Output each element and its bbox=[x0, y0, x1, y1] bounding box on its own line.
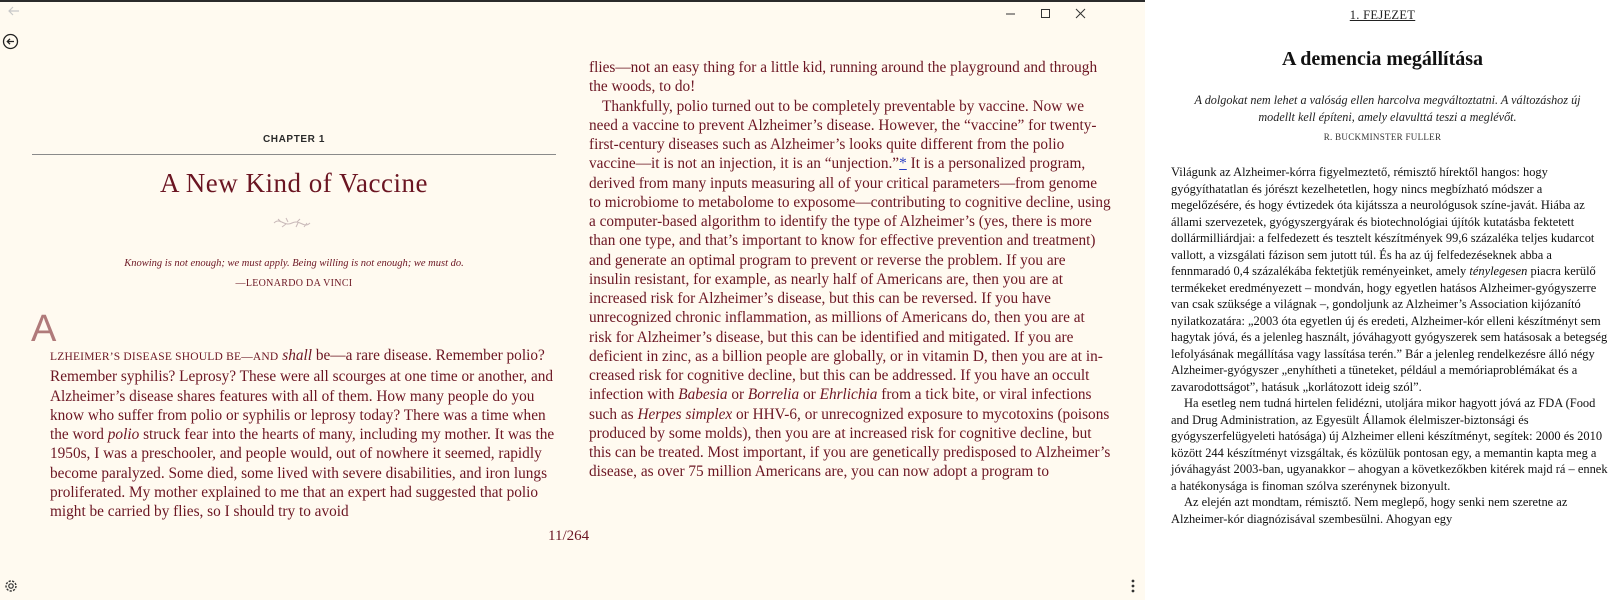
or-word-1: or bbox=[731, 386, 745, 404]
arrow-left-icon bbox=[8, 5, 20, 17]
page-indicator: 11/264 bbox=[548, 528, 590, 544]
more-options-button[interactable] bbox=[1130, 578, 1138, 596]
translation-p1a: Világunk az Alzheimer-kórra figyelmeztető, rémisztő hírektől hangos: hogy gyógyíthatatlan és jórészt kezelhetetlen, hogy nincs megbízható módszer a megelőzésére, és hogy évtizedek óta kijátssza a neurológusok színe-javát. Hiába az állami szervezetek, gyógyszergyárak és biotechnológiai újítók kutatásba fektetett dollármilliárdjai: a felfedezett és tesztelt készítmények 99,6 százaléka teljes kudarcot vallott, a vizsgálati fázison sem jutott túl. És ha az új felfedezéseknek abba a fennmaradó 0,4 százalékába fektetjük reményeinket, amely bbox=[1171, 165, 1595, 278]
drop-cap: A bbox=[31, 308, 57, 350]
chapter-title: A New Kind of Vaccine bbox=[160, 168, 428, 198]
herpes-italic: Herpes simplex bbox=[637, 405, 733, 423]
translation-paragraph-2: Ha esetleg nem tudná hirtelen felidézni, utoljára mikor hagyott jóvá az FDA (Food and Drug Administration, az Egyesült Államok élelmiszer-biztonsági és gyógyszerfelügyeleti hatósága) új Alzheimer elleni készítményt, segítek: 2000 és 2010 között 244 készítményt vizsgáltak, és közülük pontosan egy, a memantin kapta meg a jóváhagyást 2003-ban, ugyanakkor – ahogyan a következőkben kitérek majd rá – ennek a hatékonysága is finoman szólva szerénynek bizonyult. bbox=[1171, 396, 1608, 493]
close-button[interactable] bbox=[1070, 6, 1090, 26]
chapter-label: CHAPTER 1 bbox=[262, 134, 326, 145]
epigraph-author: —LEONARDO DA VINCI bbox=[235, 278, 353, 289]
borrelia-italic: Borrelia bbox=[747, 386, 800, 404]
col2-p2c: from a tick bite, or viral infections such as bbox=[589, 386, 1092, 423]
lead-rest: be—a rare disease. Remember polio? Remember syphilis? Leprosy? These were all scourges at one time or another, and Alzheimer’s disease shares features with all of them. How many people do you know who suffer from polio or syphilis or leprosy today? There was a time when the word bbox=[50, 347, 554, 443]
maximize-button[interactable] bbox=[1035, 6, 1055, 26]
minimize-icon bbox=[1005, 8, 1016, 19]
polio-italic: polio bbox=[107, 426, 140, 443]
footnote-link[interactable]: * bbox=[899, 155, 907, 173]
translation-paragraph-3: Az elején azt mondtam, rémisztő. Nem meglepő, hogy senki nem szeretne az Alzheimer-kór diagnózisával szembesülni. Ahogyan egy bbox=[1171, 495, 1568, 526]
lead-italic: shall bbox=[282, 347, 312, 364]
page-column-left bbox=[32, 346, 560, 521]
lead-smallcaps: LZHEIMER’S DISEASE SHOULD BE—AND bbox=[50, 351, 279, 363]
translation-epigraph-author: R. BUCKMINSTER FULLER bbox=[1323, 132, 1442, 142]
babesia-italic: Babesia bbox=[678, 386, 728, 404]
col2-paragraph-2 bbox=[589, 97, 1111, 482]
translation-paragraph-1 bbox=[1171, 164, 1613, 395]
minimize-button[interactable] bbox=[1000, 6, 1020, 26]
chapter-rule bbox=[32, 154, 556, 155]
back-to-library-button[interactable] bbox=[2, 33, 20, 51]
translation-chapter-link[interactable]: 1. FEJEZET bbox=[1349, 8, 1416, 22]
translation-p1b: piacra kerülő termékeket eredményezett – mondván, hogy egyetlen hatásos Alzheimer-gyógyszerre van csak szüksége a világnak –, gondoljunk az Alzheimer’s Association kijózanító nyilatkozatára: „2003 óta egyetlen új és eredeti, Alzheimer-kór elleni készítményt sem hagytak jóvá, és a jelenleg használt, jóváhagyott gyógyszerek sem hatásosak a betegség lefolyásának megállítása vagy lassítása terén.” Bár a jelenleg rendelkezésre álló négy Alzheimer-gyógyszer „enyhítheti a tüneteket, például a memóriaproblémákat és a zavarodottságot”, hatásuk „korlátozott ideig szól”. bbox=[1171, 264, 1608, 394]
translation-italic: ténylegesen bbox=[1469, 264, 1528, 278]
ehrlichia-italic: Ehrlichia bbox=[819, 386, 878, 404]
gear-icon bbox=[3, 578, 19, 594]
circle-arrow-left-icon bbox=[2, 33, 19, 50]
col2-p2d: or HHV-6, or unrecognized exposure to mycotoxins (poisons produced by some molds), then you are at increased risk for cognitive decline, but this can be treated. Most important, if you are genetically predisposed to Alzheimer’s disease, as over 75 million Americans are, you can now adopt a program to bbox=[589, 405, 1111, 481]
or-word-2: or bbox=[803, 386, 816, 404]
page-column-right bbox=[589, 58, 1111, 482]
settings-button[interactable] bbox=[3, 578, 21, 596]
epigraph: Knowing is not enough; we must apply. Being willing is not enough; we must do. bbox=[124, 258, 464, 269]
lead-tail: struck fear into the hearts of many, including my mother. It was the 1950s, I was a preschooler, and people would, out of nowhere it seemed, rapidly become paralyzed. Some died, some lived with severe disabilities, and iron lungs proliferated. My mother explained to me that an expert had suggested that polio might be carried by flies, so I should try to avoid bbox=[50, 426, 555, 520]
translation-panel bbox=[1145, 0, 1620, 600]
col2-p2b: It is a personalized program, derived from many inputs measuring all of your critical parameters—from genome to microbiome to metabolome to exposome—contributing to cognitive decline, using a computer-based algorithm to identify the type of Alzheimer’s (yes, there is more than one type, and that’s important to know for effective prevention and treatment) and generate an optimal program to prevent or reverse the problem. If you are insulin resistant, for example, as nearly half of Americans are, then you are at increased risk for Alzheimer’s disease, but this can be reversed. If you have unrecognized chronic inflammation, as millions of Americans do, then you are at risk for Alzheimer’s disease, but this can be identified and mitigated. If you are deficient in zinc, as a billion people are globally, or in vitamin D, then you are at increased risk for cognitive decline, but this can be addressed. If you have an occult infection with bbox=[589, 155, 1111, 404]
translation-body bbox=[1171, 164, 1613, 527]
close-icon bbox=[1075, 8, 1086, 19]
col2-p2a: Thankfully, polio turned out to be completely preventable by vaccine. Now we need a vaccine to prevent Alzheimer’s disease. However, the “vaccine” for twenty-first-century diseases such as Alzheimer’s looks quite different from the polio vaccine—it is not an injection, it is an “unjection.” bbox=[589, 97, 1097, 173]
col2-paragraph-1: flies—not an easy thing for a little kid, running around the playground and through the woods, to do! bbox=[589, 59, 1098, 96]
translation-title: A demencia megállítása bbox=[1281, 48, 1484, 70]
title-back-button[interactable] bbox=[4, 4, 24, 24]
translation-epigraph: A dolgokat nem lehet a valóság ellen harcolva megváltoztatni. A változáshoz új modellt kell építeni, amely elavulttá teszi a meglévőt. bbox=[1194, 93, 1581, 124]
ornament-icon bbox=[270, 214, 314, 232]
more-vertical-icon bbox=[1130, 578, 1136, 594]
maximize-icon bbox=[1040, 8, 1051, 19]
opening-paragraph bbox=[32, 346, 560, 521]
